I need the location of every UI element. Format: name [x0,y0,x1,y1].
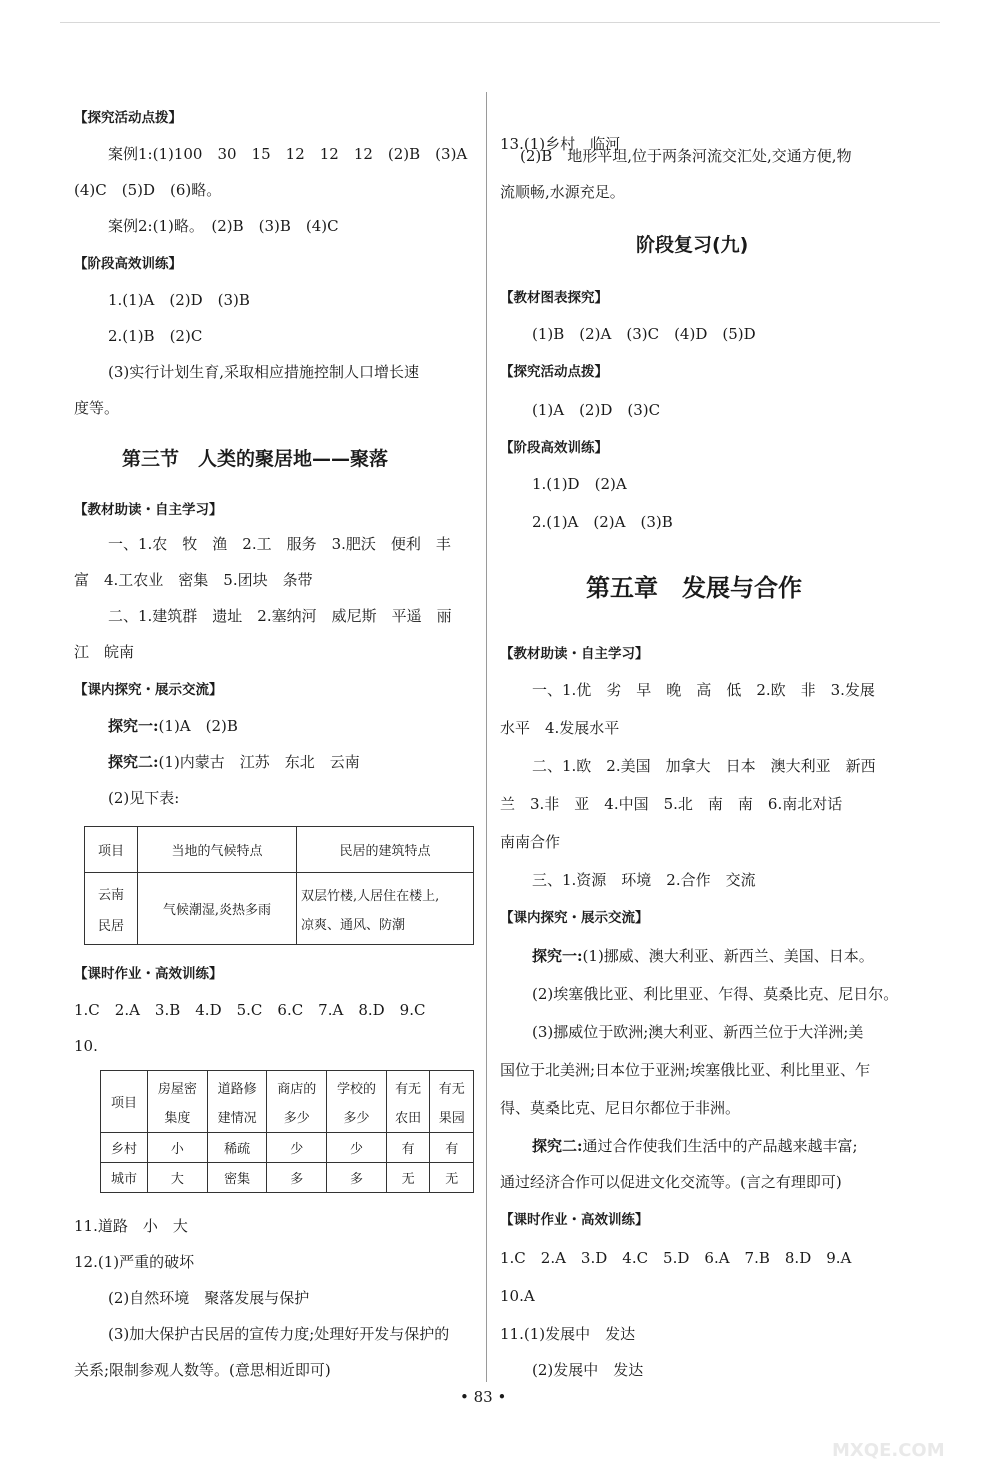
inquiry-text: (1)A (2)B [158,717,238,735]
answer-line: 1.(1)D (2)A [532,475,627,493]
answer-line: 10.A [500,1287,535,1305]
table-cell: 稀疏 [207,1133,267,1163]
answer-line: (2)自然环境 聚落发展与保护 [108,1289,310,1307]
section-header: 【教材助读・自主学习】 [74,502,223,518]
table-cell: 城市 [101,1163,148,1193]
table-header [148,1071,208,1133]
table-cell [85,873,138,945]
section-header: 【课时作业・高效训练】 [74,966,223,982]
table-cell: 多 [267,1163,327,1193]
table-cell: 乡村 [101,1133,148,1163]
table-cell: 多 [327,1163,387,1193]
review-heading: 阶段复习(九) [636,234,749,256]
answer-line: (3)挪威位于欧洲;澳大利亚、新西兰位于大洋洲;美 [532,1023,864,1041]
table-header [207,1071,267,1133]
cell-line: 双层竹楼,人居住在楼上, [301,888,440,904]
answer-line: 案例1:(1)100 30 15 12 12 12 (2)B (3)A [108,145,468,163]
section-header: 【教材图表探究】 [500,290,608,306]
table-header [430,1071,474,1133]
dwelling-table [84,826,474,945]
cell-line: 农田 [395,1110,422,1126]
cell-line: 多少 [283,1110,310,1126]
answer-line: 二、1.建筑群 遗址 2.塞纳河 威尼斯 平遥 丽 [108,607,452,625]
table-cell: 少 [327,1133,387,1163]
inquiry-label: 探究一: [532,947,583,965]
answer-line: (2)B 地形平坦,位于两条河流交汇处,交通方便,物 [520,147,852,165]
cell-line: 商店的 [277,1081,317,1097]
answer-line [108,716,238,736]
inquiry-label: 探究一: [108,717,159,735]
section-header: 【探究活动点拨】 [74,110,182,126]
answer-line: 10. [74,1037,98,1055]
cell-line: 云南 [97,887,124,903]
section-header: 【探究活动点拨】 [500,364,608,380]
inquiry-label: 探究二: [532,1137,583,1155]
column-divider [486,92,487,1382]
cell-line: 凉爽、通风、防潮 [301,917,406,933]
table-cell: 小 [148,1133,208,1163]
table-header: 项目 [101,1071,148,1133]
table-header: 项目 [85,827,138,873]
answer-line [108,752,360,772]
table-cell: 无 [430,1163,474,1193]
answer-line: (2)埃塞俄比亚、利比里亚、乍得、莫桑比克、尼日尔。 [532,985,899,1003]
answer-line: 1.(1)A (2)D (3)B [108,291,250,309]
answer-line [532,946,874,966]
inquiry-text: 通过合作使我们生活中的产品越来越丰富; [582,1137,858,1155]
answer-line: 通过经济合作可以促进文化交流等。(言之有理即可) [500,1173,842,1191]
section-header: 【阶段高效训练】 [500,440,608,456]
answer-line: 一、1.优 劣 早 晚 高 低 2.欧 非 3.发展 [532,681,875,699]
settlement-table [100,1070,474,1193]
answer-line: 13.(1)乡村 临河 [500,135,621,153]
answer-line: 2.(1)B (2)C [108,327,203,345]
answer-line: 二、1.欧 2.美国 加拿大 日本 澳大利亚 新西 [532,757,876,775]
answer-line: 流顺畅,水源充足。 [500,183,625,201]
table-header [267,1071,327,1133]
answer-line: 一、1.农 牧 渔 2.工 服务 3.肥沃 便利 丰 [108,535,451,553]
answer-line [532,1136,858,1156]
section-header: 【课内探究・展示交流】 [500,910,649,926]
answer-line: (3)加大保护古民居的宣传力度;处理好开发与保护的 [108,1325,450,1343]
answer-line: (1)B (2)A (3)C (4)D (5)D [532,325,756,343]
watermark-text: MXQE.COM [832,1440,945,1461]
table-cell: 密集 [207,1163,267,1193]
table-cell: 无 [386,1163,430,1193]
answer-line: (2)见下表: [108,789,180,807]
section-header: 【教材助读・自主学习】 [500,646,649,662]
cell-line: 有无 [395,1081,422,1097]
answer-line: 案例2:(1)略。 (2)B (3)B (4)C [108,217,339,235]
table-header [386,1071,430,1133]
table-header: 民居的建筑特点 [297,827,474,873]
answer-line: (3)实行计划生育,采取相应措施控制人口增长速 [108,363,420,381]
chapter-heading: 第五章 发展与合作 [586,574,802,602]
cell-line: 多少 [343,1110,370,1126]
table-cell: 大 [148,1163,208,1193]
section-header: 【课时作业・高效训练】 [500,1212,649,1228]
top-rule [60,22,940,23]
table-header: 当地的气候特点 [138,827,297,873]
answer-line: 关系;限制参观人数等。(意思相近即可) [74,1361,331,1379]
answer-line: 江 皖南 [74,643,135,661]
table-cell: 少 [267,1133,327,1163]
cell-line: 房屋密 [157,1081,197,1097]
table-cell: 有 [386,1133,430,1163]
inquiry-text: (1)挪威、澳大利亚、新西兰、美国、日本。 [582,947,874,965]
table-row [101,1163,474,1193]
answer-line: 南南合作 [500,833,561,851]
inquiry-label: 探究二: [108,753,159,771]
cell-line: 集度 [164,1110,191,1126]
table-header [327,1071,387,1133]
answer-line: 三、1.资源 环境 2.合作 交流 [532,871,756,889]
answer-line: 度等。 [74,399,120,417]
answer-line: 得、莫桑比克、尼日尔都位于非洲。 [500,1099,741,1117]
cell-line: 有无 [438,1081,465,1097]
cell-line: 道路修 [217,1081,257,1097]
inquiry-text: (1)内蒙古 江苏 东北 云南 [158,753,360,771]
table-cell: 有 [430,1133,474,1163]
answer-line: 富 4.工农业 密集 5.团块 条带 [74,571,313,589]
answer-line: 1.C 2.A 3.B 4.D 5.C 6.C 7.A 8.D 9.C [74,1001,426,1019]
cell-line: 果园 [438,1110,465,1126]
cell-line: 民居 [97,918,124,934]
answer-line: (2)发展中 发达 [532,1361,644,1379]
answer-line: 12.(1)严重的破坏 [74,1253,195,1271]
cell-line: 建情况 [217,1110,257,1126]
answer-line: 1.C 2.A 3.D 4.C 5.D 6.A 7.B 8.D 9.A [500,1249,852,1267]
table-cell [297,873,474,945]
table-row [101,1133,474,1163]
table-cell: 气候潮湿,炎热多雨 [138,873,297,945]
answer-line: 水平 4.发展水平 [500,719,620,737]
page-number: • 83 • [460,1388,507,1406]
answer-line: 2.(1)A (2)A (3)B [532,513,673,531]
section-header: 【课内探究・展示交流】 [74,682,223,698]
answer-line: (4)C (5)D (6)略。 [74,181,222,199]
section-header: 【阶段高效训练】 [74,256,182,272]
cell-line: 学校的 [337,1081,377,1097]
section-heading: 第三节 人类的聚居地——聚落 [122,448,389,470]
answer-line: (1)A (2)D (3)C [532,401,661,419]
answer-line: 11.(1)发展中 发达 [500,1325,636,1343]
answer-line: 国位于北美洲;日本位于亚洲;埃塞俄比亚、利比里亚、乍 [500,1061,871,1079]
answer-line: 兰 3.非 亚 4.中国 5.北 南 南 6.南北对话 [500,795,843,813]
answer-line: 11.道路 小 大 [74,1217,188,1235]
